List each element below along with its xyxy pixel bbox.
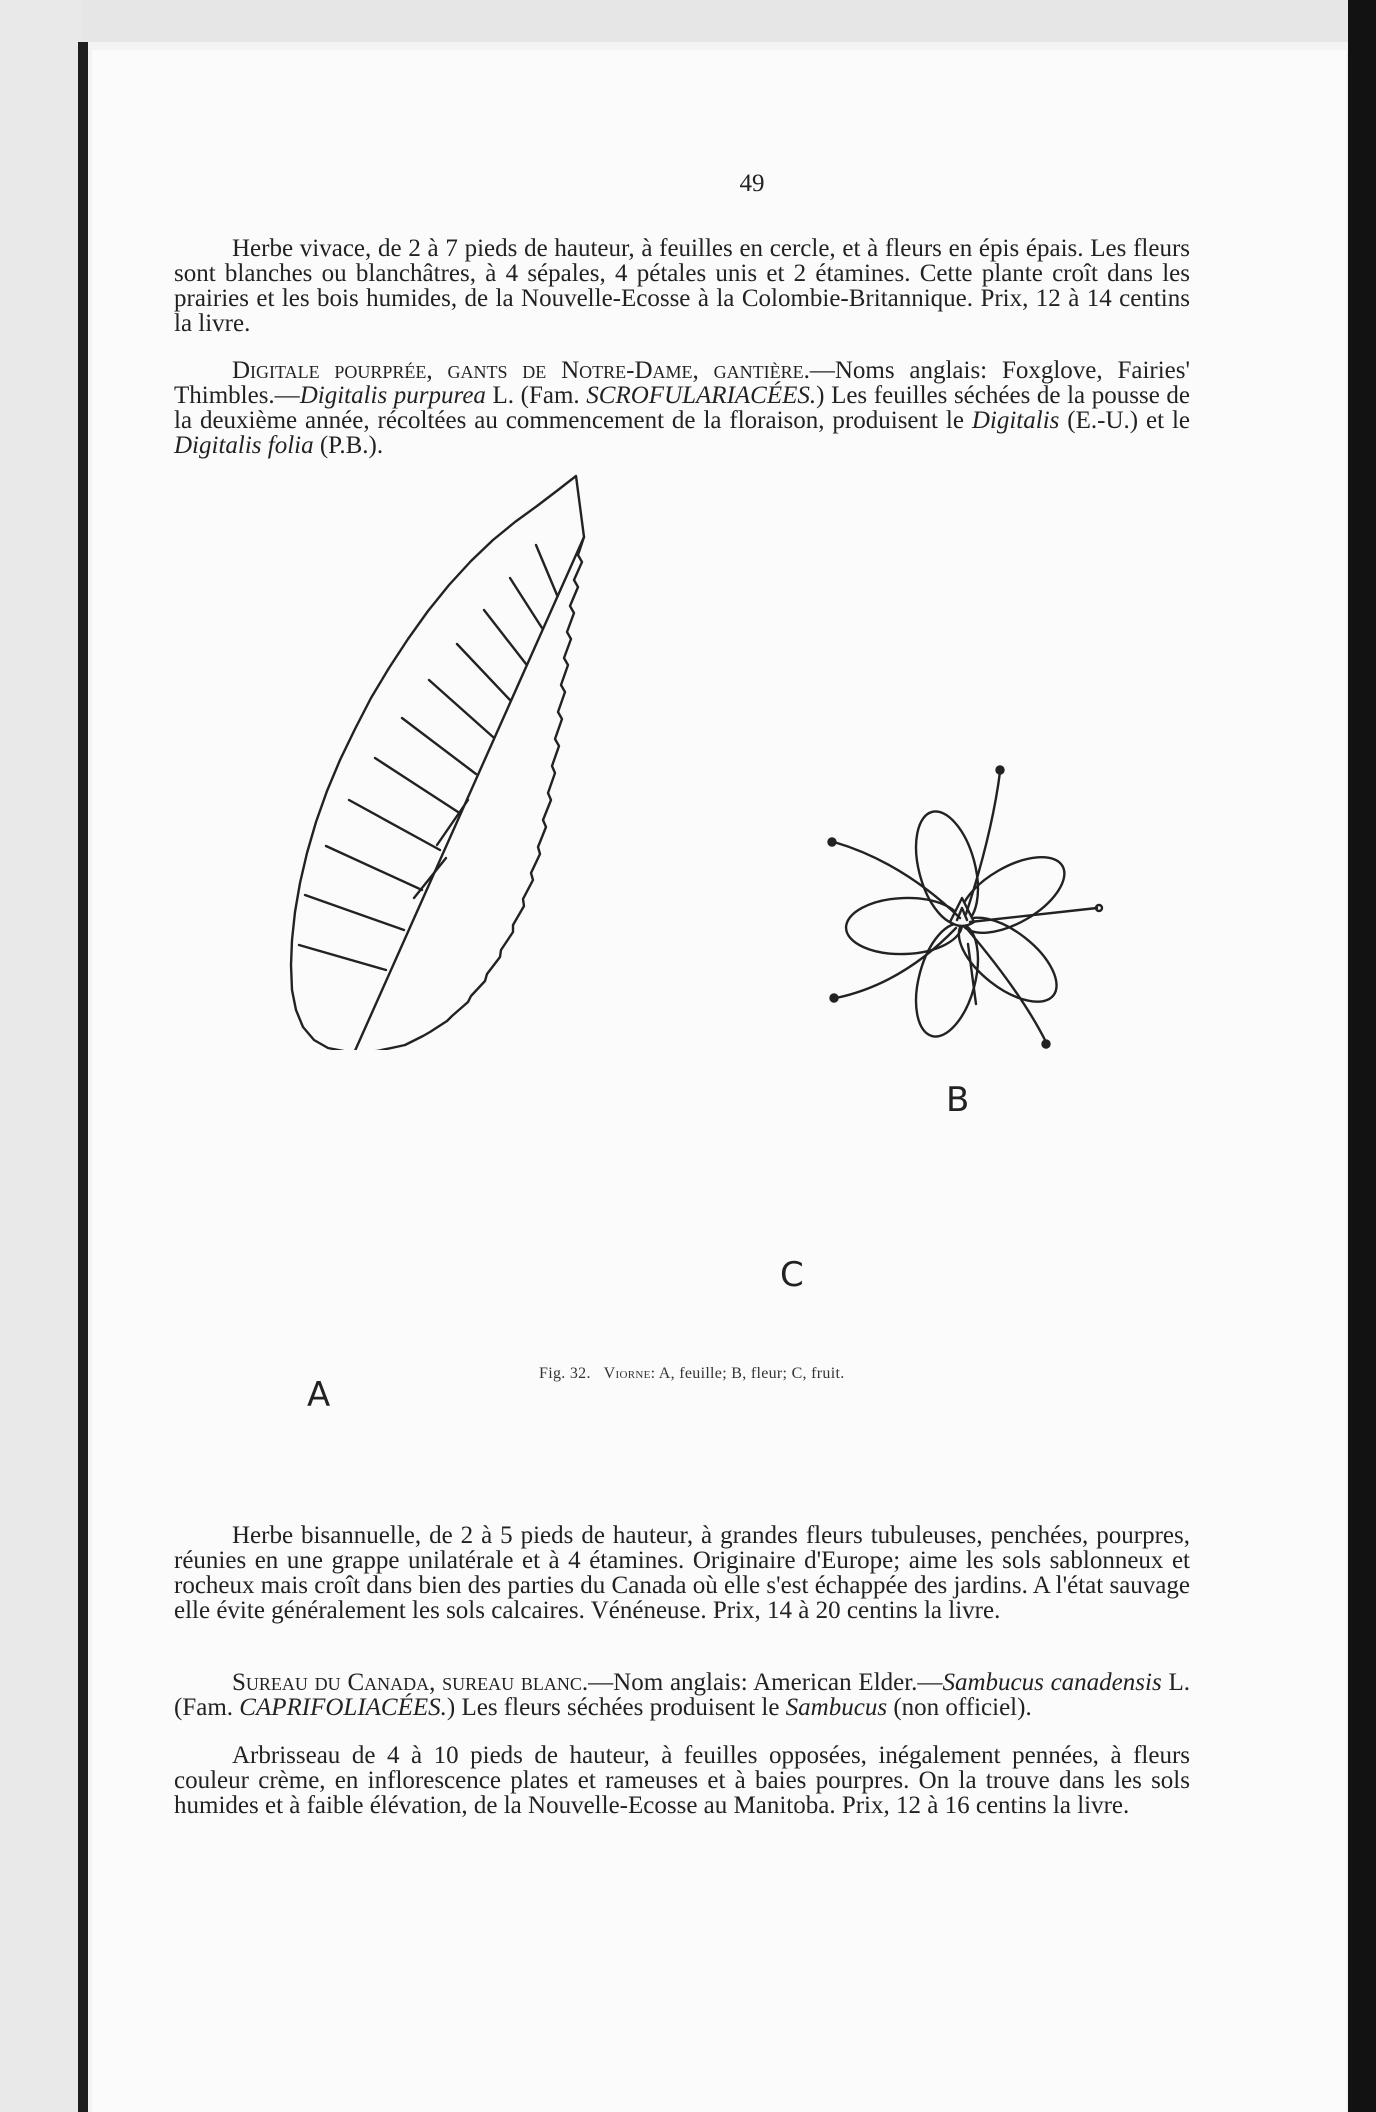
entry-text: (P.B.). (313, 432, 384, 459)
entry-heading-digitale: Digitale pourprée, gants de Notre-Dame, gantière. (232, 357, 810, 384)
entry-heading-sureau: Sureau du Canada, sureau blanc. (232, 1669, 589, 1696)
drug-name-digitalis: Digitalis (971, 407, 1060, 434)
entry-text: L. (Fam. (174, 1669, 1190, 1721)
family-name-caprifoliacees: CAPRIFOLIACÉES. (239, 1694, 447, 1721)
entry-text: (non officiel). (887, 1694, 1032, 1721)
entry-text: ) Les fleurs séchées produisent le (446, 1694, 786, 1721)
entry-text: L. (Fam. (485, 382, 587, 409)
flower-drawing (829, 767, 1103, 1048)
anther (831, 995, 838, 1002)
leaf-vein (305, 895, 404, 930)
leaf-vein (536, 545, 557, 595)
book-page (92, 50, 1346, 2112)
binding-shadow (78, 42, 88, 2112)
page-number: 49 (739, 170, 765, 197)
drug-name-digitalis-folia: Digitalis folia (174, 432, 314, 459)
latin-name-sambucus: Sambucus canadensis (942, 1669, 1162, 1696)
latin-name-digitalis: Digitalis purpurea (299, 382, 486, 409)
flower-petal (948, 842, 1076, 948)
figure-32-illustration (92, 50, 1346, 1050)
entry-text: ) Les feuilles séchées de la pousse de la deuxième année, récoltées au commencement de la floraison, produisent le (174, 382, 1191, 434)
leaf-vein (299, 945, 386, 970)
leaf-vein (457, 644, 510, 700)
leaf-vein (429, 680, 493, 737)
leaf-vein (349, 800, 440, 850)
leaf-vein (510, 578, 542, 628)
leaf-vein (484, 610, 526, 664)
entry-text: —Nom anglais: American Elder.— (588, 1669, 943, 1696)
flower-stamen (836, 928, 956, 998)
anther (1043, 1041, 1050, 1048)
caption-plant-name: Viorne (603, 1365, 651, 1382)
anther (1096, 905, 1102, 911)
figure-caption (539, 1365, 1139, 1383)
caption-figure-number: Fig. 32. (539, 1365, 591, 1382)
leaf-vein (326, 846, 422, 890)
anther (829, 839, 836, 846)
leaf-outline (291, 476, 584, 1050)
paragraph-digitale-description: Herbe bisannuelle, de 2 à 5 pieds de hauteur, à grandes fleurs tubuleuses, penchées, pourpres, réunies en une grappe unilatérale et à 4 étamines. Originaire d'Europe; aime les sols sablonneux et rocheux mais croît dans bien des parties du Canada où elle s'est échappée des jardins. A l'état sauvage elle évite généralement les sols calcaires. Vénéneuse. Prix, 14 à 20 centins la livre. (174, 1522, 1190, 1624)
figure-label-c: C (780, 1255, 804, 1295)
leaf-vein (414, 858, 446, 898)
paragraph-sureau-description: Arbrisseau de 4 à 10 pieds de hauteur, à feuilles opposées, inégalement pennées, à fleurs couleur crème, en inflorescence plates et rameuses et à baies pourpres. On la trouve dans les sols humides et à faible élévation, de la Nouvelle-Ecosse au Manitoba. Prix, 12 à 16 centins la livre. (174, 1742, 1190, 1819)
entry-text: —Noms anglais: Foxglove, Fairies' Thimbles.— (174, 357, 1190, 409)
leaf-vein (375, 758, 458, 812)
anther (997, 767, 1004, 774)
family-name-scrofulariacees: SCROFULARIACÉES. (586, 382, 817, 409)
figure-label-b: B (946, 1080, 970, 1120)
previous-page-edge (0, 0, 82, 2112)
scan-right-border (1348, 0, 1376, 2112)
leaf-vein (437, 800, 468, 845)
caption-parts: : A, feuille; B, fleur; C, fruit. (650, 1365, 845, 1382)
leaf-vein (402, 718, 476, 774)
drug-name-sambucus: Sambucus (785, 1694, 888, 1721)
scan-top-strip (0, 0, 1376, 42)
flower-stamen (834, 842, 960, 918)
leaf-midrib-stem (210, 537, 584, 1050)
entry-text: (E.-U.) et le (1059, 407, 1191, 434)
paragraph-sureau-entry (174, 1670, 1190, 1720)
paragraph-plant-description: Herbe vivace, de 2 à 7 pieds de hauteur, à feuilles en cercle, et à fleurs en épis épais. Les fleurs sont blanches ou blanchâtres, à 4 sépales, 4 pétales unis et 2 étamines. Cette plante croît dans les prairies et les bois humides, de la Nouvelle-Ecosse à la Colombie-Britannique. Prix, 12 à 14 centins la livre. (174, 235, 1190, 337)
figure-label-a: A (307, 1375, 331, 1415)
flower-stamen (970, 908, 1097, 922)
flower-petal (905, 805, 989, 932)
